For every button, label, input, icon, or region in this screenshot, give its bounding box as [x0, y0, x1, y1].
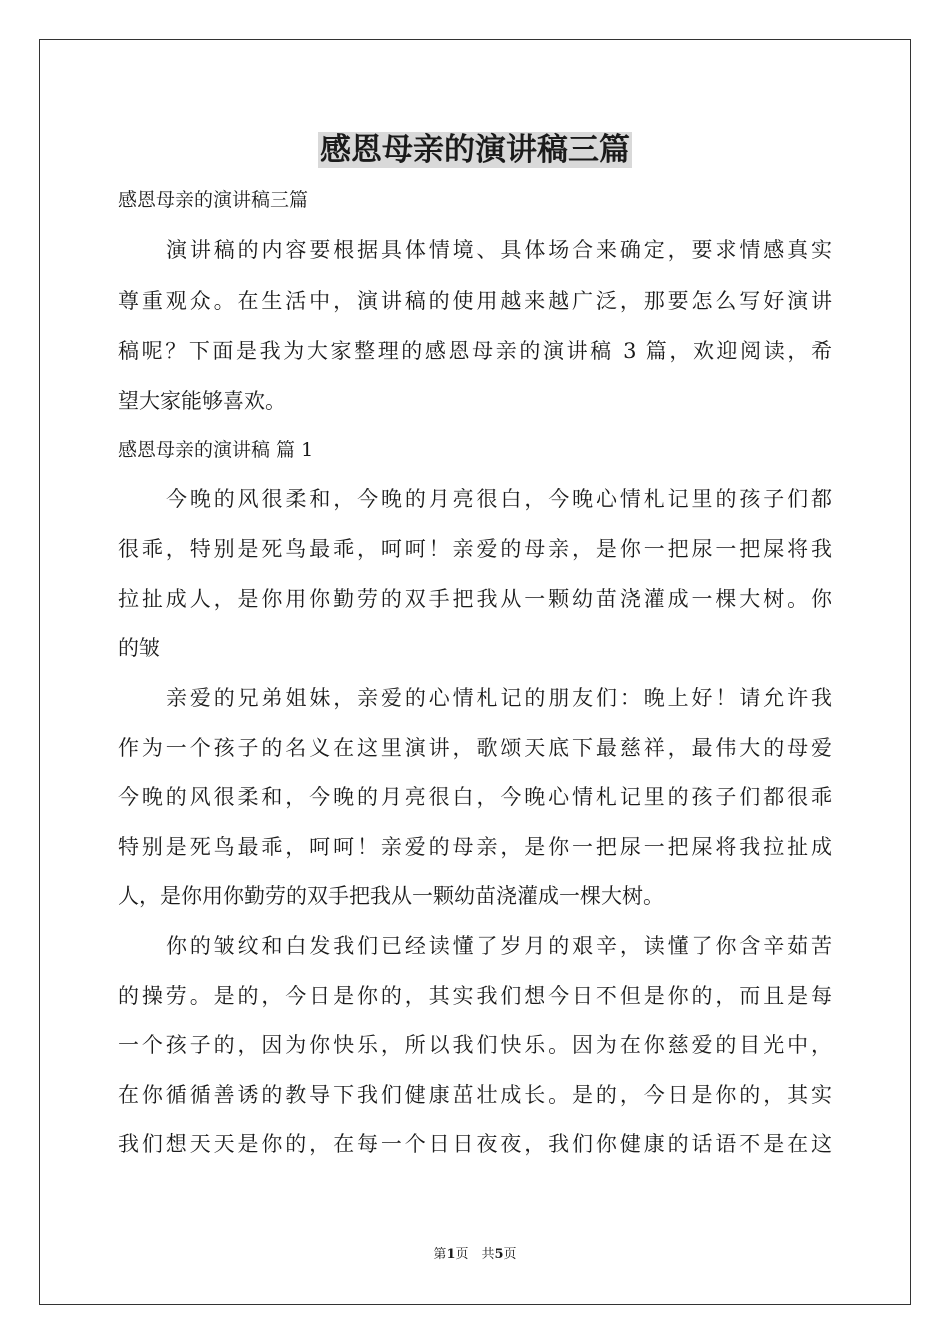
text-line: 演讲稿的内容要根据具体情境、具体场合来确定，要求情感真实: [166, 238, 832, 262]
text-line: 你的皱纹和白发我们已经读懂了岁月的艰辛，读懂了你含辛茹苦: [166, 934, 832, 958]
text-line: 特别是死鸟最乖，呵呵！亲爱的母亲，是你一把尿一把屎将我拉扯成: [118, 835, 832, 859]
page-current: 1: [446, 1247, 456, 1262]
text-line: 的皱: [118, 636, 160, 660]
page-label-prefix: 第: [433, 1247, 447, 1262]
text-line: 人，是你用你勤劳的双手把我从一颗幼苗浇灌成一棵大树。: [118, 884, 664, 908]
page-label-mid: 页 共: [455, 1247, 495, 1262]
page-total: 5: [494, 1247, 504, 1262]
page-label-suffix: 页: [503, 1247, 517, 1262]
text-line: 的操劳。是的，今日是你的，其实我们想今日不但是你的，而且是每: [118, 984, 832, 1008]
document-title-text: 感恩母亲的演讲稿三篇: [320, 132, 630, 168]
text-line: 我们想天天是你的，在每一个日日夜夜，我们你健康的话语不是在这: [118, 1132, 832, 1156]
document-title: [0, 128, 950, 172]
text-line: 今晚的风很柔和，今晚的月亮很白，今晚心情札记里的孩子们都很乖: [118, 785, 832, 809]
text-line: 亲爱的兄弟姐妹，亲爱的心情札记的朋友们：晚上好！请允许我: [166, 686, 832, 710]
text-line: 拉扯成人，是你用你勤劳的双手把我从一颗幼苗浇灌成一棵大树。你: [118, 587, 832, 611]
section-heading: 感恩母亲的演讲稿 篇 1: [118, 439, 314, 461]
text-line: 一个孩子的，因为你快乐，所以我们快乐。因为在你慈爱的目光中，: [118, 1033, 832, 1057]
text-line: 望大家能够喜欢。: [118, 389, 286, 413]
subtitle-line: 感恩母亲的演讲稿三篇: [118, 189, 309, 211]
text-line: 稿呢？下面是我为大家整理的感恩母亲的演讲稿 3 篇，欢迎阅读，希: [118, 339, 832, 363]
text-line: 今晚的风很柔和，今晚的月亮很白，今晚心情札记里的孩子们都: [166, 487, 832, 511]
text-line: 尊重观众。在生活中，演讲稿的使用越来越广泛，那要怎么写好演讲: [118, 289, 832, 313]
page-footer: [0, 1246, 950, 1264]
text-line: 作为一个孩子的名义在这里演讲，歌颂天底下最慈祥，最伟大的母爱: [118, 736, 832, 760]
text-line: 在你循循善诱的教导下我们健康茁壮成长。是的，今日是你的，其实: [118, 1083, 832, 1107]
page-border: [39, 39, 911, 1305]
text-line: 很乖，特别是死鸟最乖，呵呵！亲爱的母亲，是你一把尿一把屎将我: [118, 537, 832, 561]
